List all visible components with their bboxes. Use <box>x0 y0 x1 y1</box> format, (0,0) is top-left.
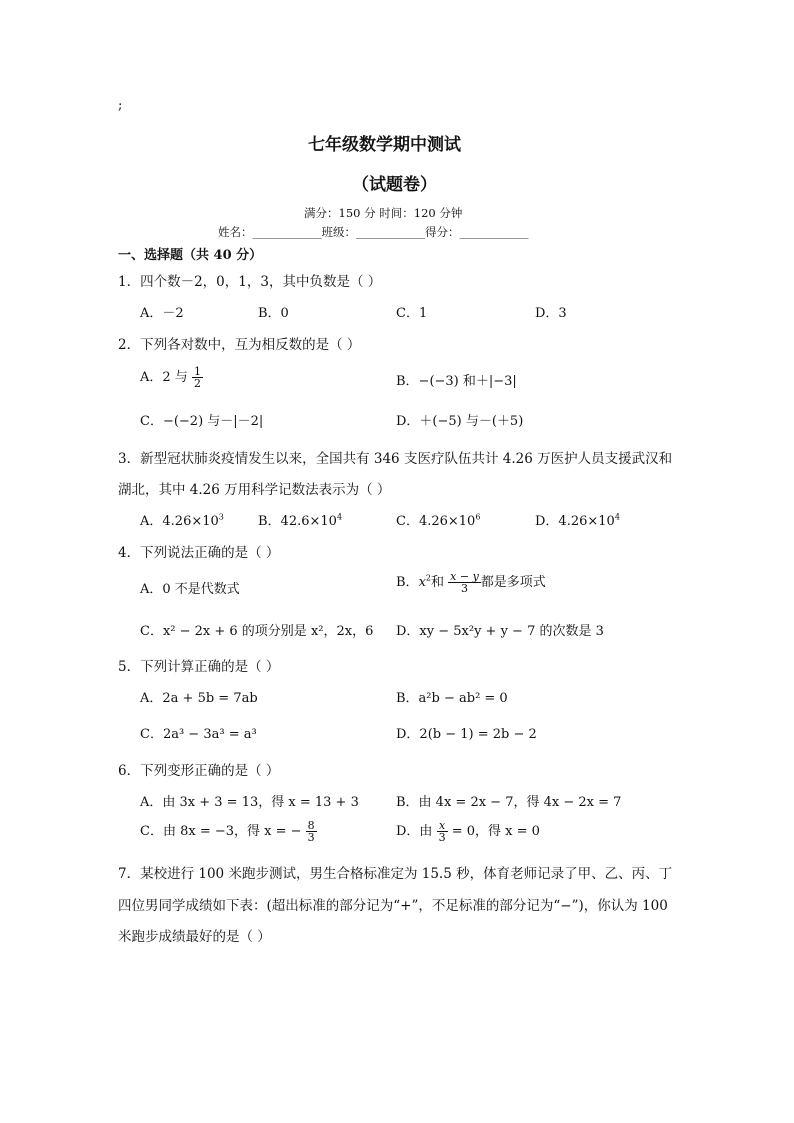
option-b-and: 和 <box>431 575 445 590</box>
question-3-option-a <box>140 510 224 529</box>
question-2-option-d: D．＋(−5) 与－(＋5) <box>396 414 524 429</box>
question-4-option-c: C．x² − 2x + 6 的项分别是 x²，2x，6 <box>140 624 374 639</box>
fraction <box>448 571 481 594</box>
question-7-stem-line-2: 四位男同学成绩如下表：(超出标准的部分记为“+”，不足标准的部分记为“−”)，你认为 100 <box>118 898 668 914</box>
question-5-stem: 5．下列计算正确的是（ ） <box>118 659 280 675</box>
student-info-line: 姓名：____________班级：____________得分：____________ <box>218 225 529 239</box>
fraction-denominator: 3 <box>438 831 446 844</box>
question-3-option-b <box>258 510 342 529</box>
section-heading: 一、选择题（共 40 分） <box>118 248 263 263</box>
question-5-option-d: D．2(b − 1) = 2b − 2 <box>396 727 537 742</box>
score-time-line: 满分：150 分 时间：120 分钟 <box>304 206 463 220</box>
option-b-base: B．42.6×10 <box>258 514 337 529</box>
question-3-option-d <box>535 510 620 529</box>
fraction-denominator: 3 <box>307 831 315 844</box>
fraction-numerator: x <box>437 820 448 832</box>
question-1-option-c: C．1 <box>396 306 428 321</box>
option-a-exponent: 3 <box>218 512 224 522</box>
fraction-denominator: 2 <box>193 377 201 390</box>
question-4-stem: 4．下列说法正确的是（ ） <box>118 545 280 561</box>
question-4-option-b: B．$x^2$和 $\frac{x - y}{3}$ 都是多项式 <box>396 570 546 595</box>
option-d-label: D．由 <box>396 824 433 839</box>
question-6-option-a: A．由 3x + 3 = 13，得 x = 13 + 3 <box>140 795 359 810</box>
question-2-option-c: C．−(−2) 与－|－2| <box>140 414 264 429</box>
option-c-base: C．4.26×10 <box>396 514 476 529</box>
fraction-numerator: 8 <box>307 819 315 832</box>
option-b-suffix: 都是多项式 <box>480 575 546 590</box>
question-1-option-d: D．3 <box>535 306 567 321</box>
page-marker: ; <box>118 98 123 113</box>
fraction-numerator: x − y <box>450 570 479 583</box>
fraction-numerator: 1 <box>193 365 201 378</box>
option-b-exponent: 4 <box>336 512 343 522</box>
option-c-text: C．由 8x = −3，得 x = − <box>140 824 302 839</box>
question-3-stem-line-2: 湖北，其中 4.26 万用科学记数法表示为（ ） <box>118 482 391 498</box>
option-d-exponent: 4 <box>614 512 620 522</box>
fraction-denominator: 3 <box>460 582 468 595</box>
question-1-option-b: B．0 <box>258 306 289 321</box>
option-c-exponent: 6 <box>475 512 481 522</box>
question-4-option-a: A．0 不是代数式 <box>140 582 240 597</box>
question-4-option-d: D．xy − 5x²y + y − 7 的次数是 3 <box>396 624 604 639</box>
question-5-option-b: B．a²b − ab² = 0 <box>396 691 508 706</box>
option-a-base: A．4.26×10 <box>140 514 219 529</box>
option-d-base: D．4.26×10 <box>535 514 615 529</box>
question-6-stem: 6．下列变形正确的是（ ） <box>118 763 280 779</box>
question-2-option-a <box>140 366 203 389</box>
question-3-stem-line-1: 3．新型冠状肺炎疫情发生以来，全国共有 346 支医疗队伍共计 4.26 万医护人员支援武汉和 <box>118 451 673 467</box>
fraction <box>437 820 448 843</box>
fraction <box>192 366 203 389</box>
question-6-option-c <box>140 820 317 843</box>
fraction <box>306 820 317 843</box>
page-title: 七年级数学期中测试 <box>308 135 461 155</box>
option-b-variable: x <box>418 575 426 590</box>
page-subtitle: （试题卷） <box>352 175 437 195</box>
question-2-stem: 2．下列各对数中，互为相反数的是（ ） <box>118 337 361 353</box>
question-2-option-b: B．−(−3) 和＋|−3| <box>396 374 517 389</box>
option-d-suffix: = 0，得 x = 0 <box>451 824 540 839</box>
question-5-option-c: C．2a³ − 3a³ = a³ <box>140 727 257 742</box>
question-1-stem: 1．四个数－2，0，1，3，其中负数是（ ） <box>118 274 382 290</box>
question-5-option-a: A．2a + 5b = 7ab <box>140 691 258 706</box>
question-7-stem-line-1: 7．某校进行 100 米跑步测试，男生合格标准定为 15.5 秒，体育老师记录了甲、乙、丙、丁 <box>118 866 673 882</box>
option-b-label: B． <box>396 575 419 590</box>
question-6-option-b: B．由 4x = 2x − 7，得 4x − 2x = 7 <box>396 795 622 810</box>
question-2-option-a-text: A．2 与 <box>140 370 188 385</box>
question-6-option-d <box>396 820 540 843</box>
question-3-option-c <box>396 510 480 529</box>
question-7-stem-line-3: 米跑步成绩最好的是（ ） <box>118 929 271 945</box>
question-1-option-a: A．－2 <box>140 306 184 321</box>
